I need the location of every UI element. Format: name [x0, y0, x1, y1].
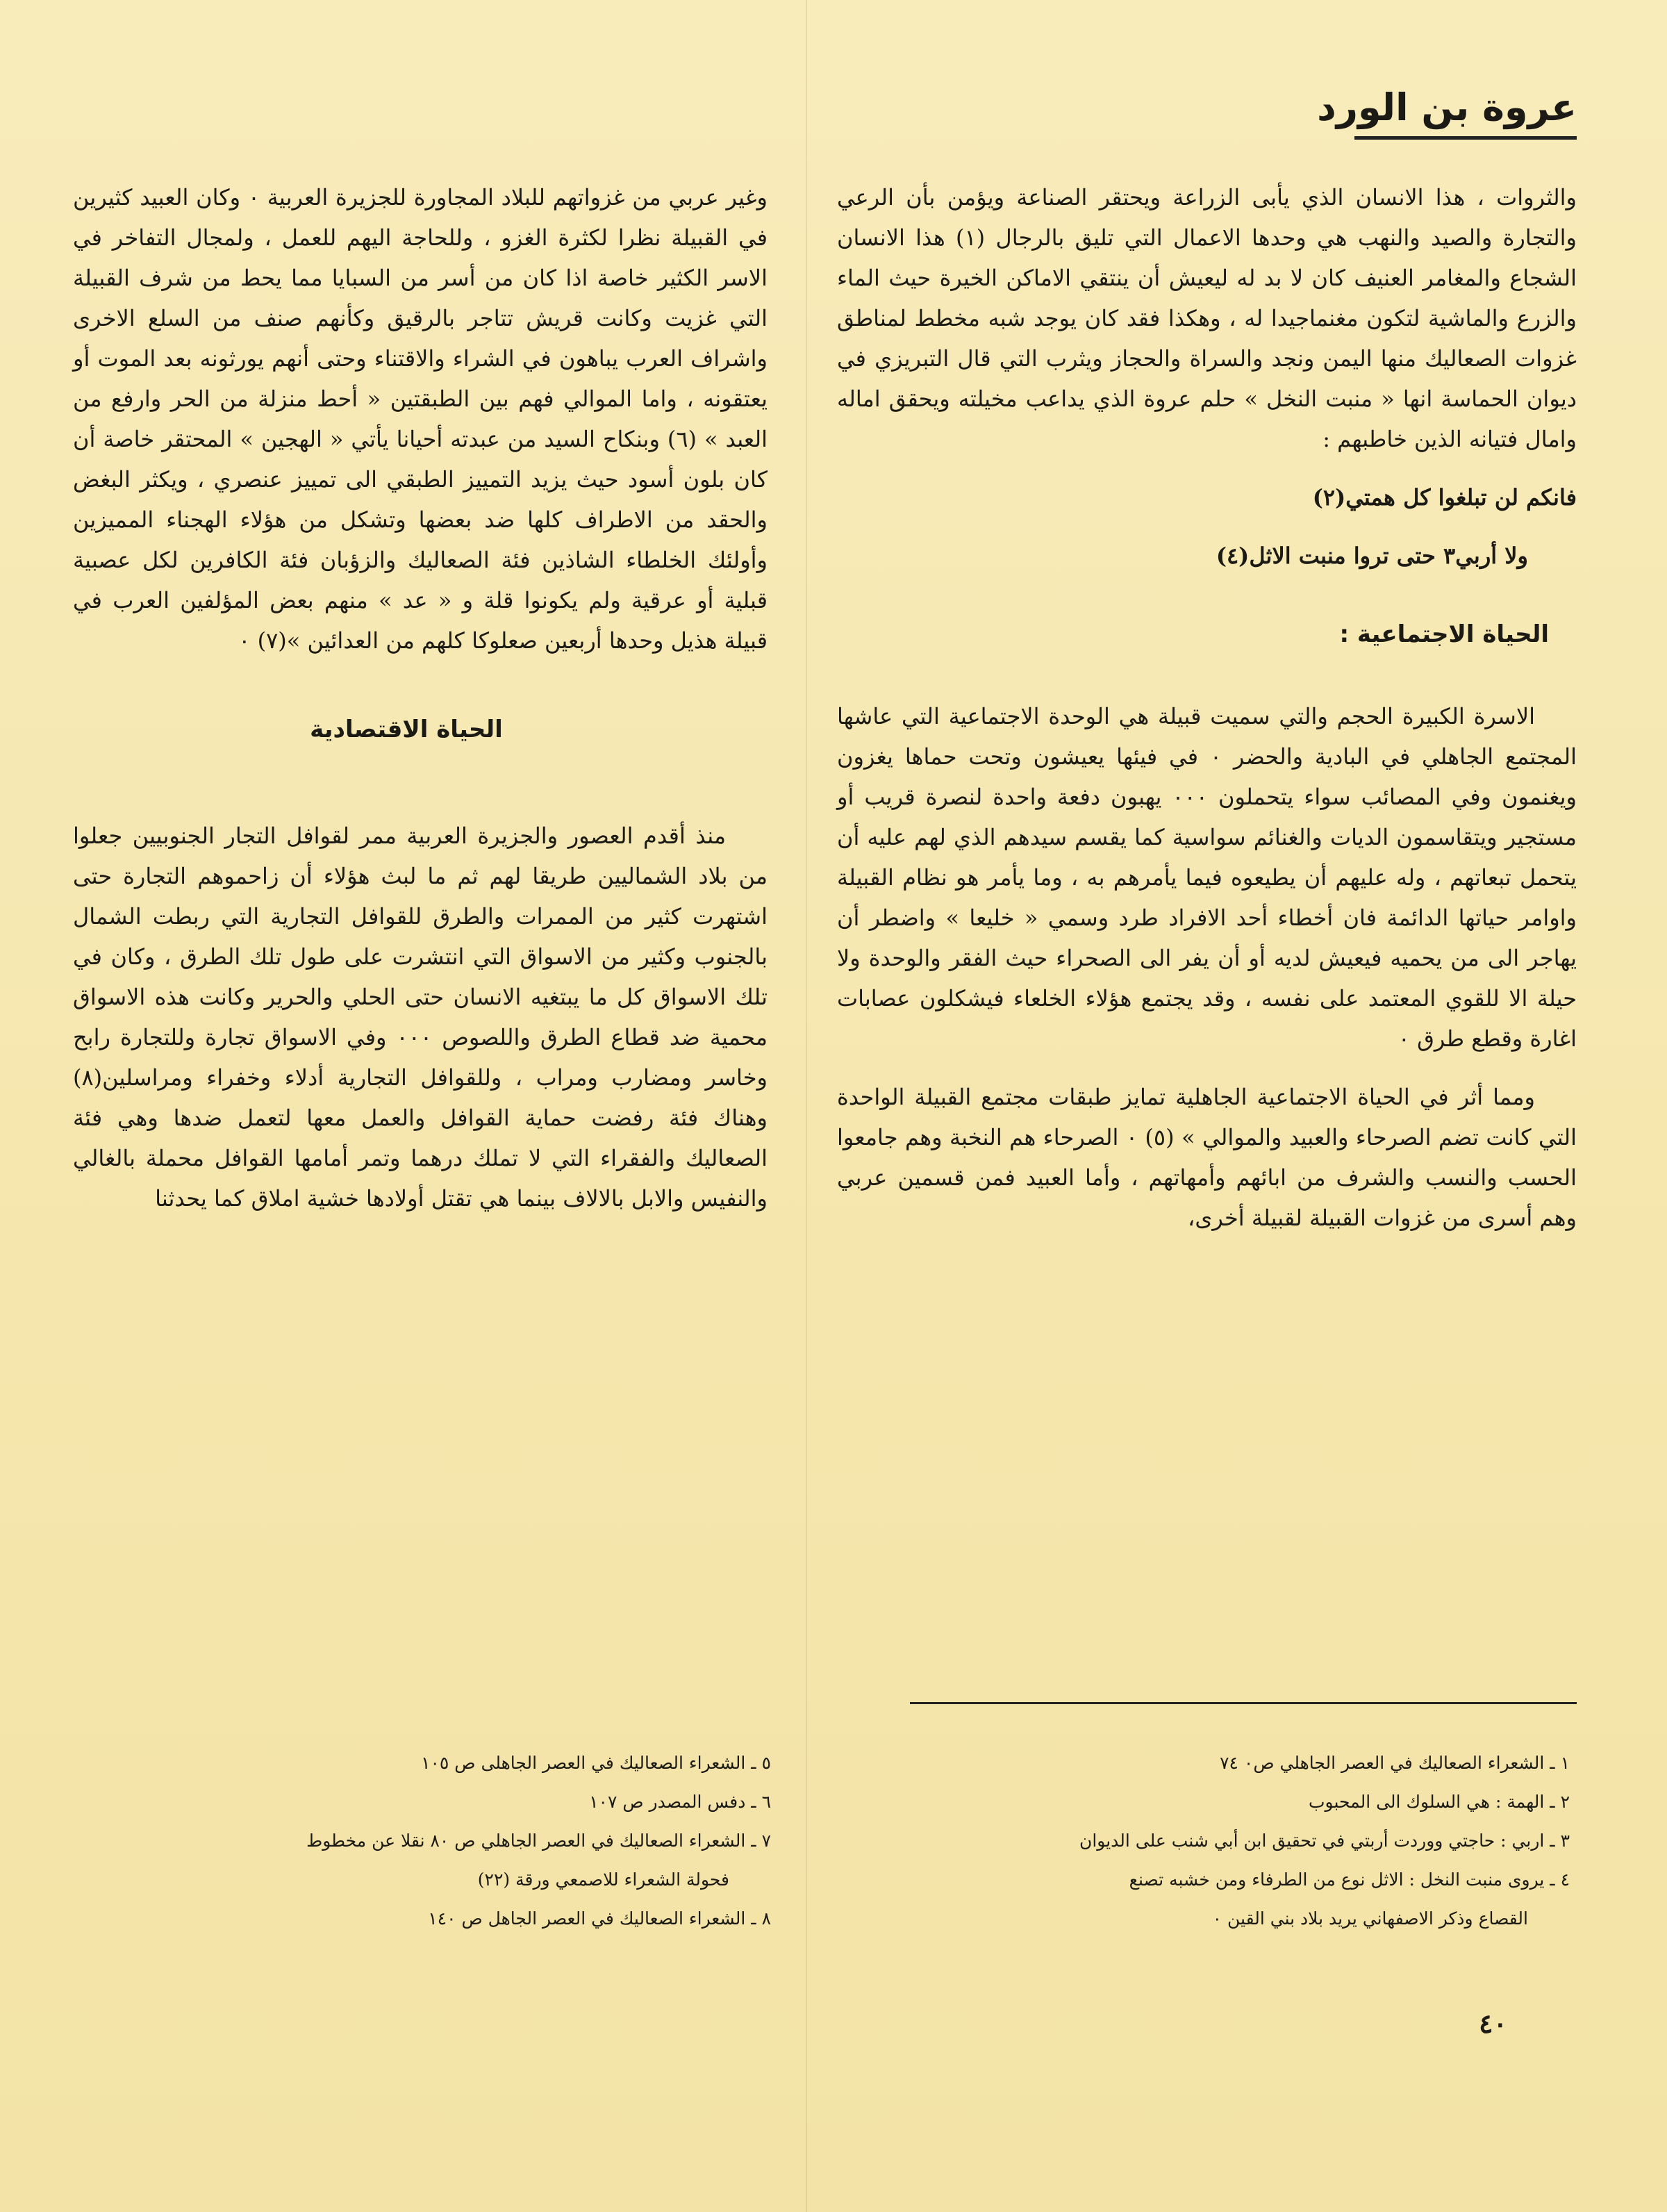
section-title-economic-life: الحياة الاقتصادية [310, 716, 503, 743]
header-underline [1354, 136, 1577, 140]
right-column [837, 177, 1577, 1256]
column-gutter [806, 0, 807, 2212]
footnotes-left [90, 1744, 771, 1938]
footnote: ٦ ـ دفس المصدر ص ١٠٧ [589, 1792, 771, 1812]
header-title: عروة بن الورد [1317, 85, 1577, 129]
footnote: ٧ ـ الشعراء الصعاليك في العصر الجاهلي ص ٨٠ نقلا عن مخطوط [306, 1831, 771, 1851]
paragraph: منذ أقدم العصور والجزيرة العربية ممر لقوافل التجار الجنوبيين جعلوا من بلاد الشماليين طريقا لهم ثم ما لبث هؤلاء أن زاحموهم التجارة حتى اشتهرت كثير من الممرات والطرق للقوافل التجارية التي ربطت الشمال بالجنوب وكثير من الاسواق التي انتشرت على طول تلك الطرق ، وكان في تلك الاسواق كل ما يبتغيه الانسان حتى الحلي والحرير وكانت هذه الاسواق محمية ضد قطاع الطرق واللصوص ٠٠٠ وفي الاسواق تجارة وللتجارة رابح وخاسر ومضارب ومراب ، وللقوافل التجارية أدلاء وخفراء ومراسلين(٨) وهناك فئة رفضت حماية القوافل والعمل معها لتعمل ضدها وهي فئة الصعاليك والفقراء التي لا تملك درهما وتمر أمامها القوافل محملة بالغالي والنفيس والابل بالالاف بينما هي تقتل أولادها خشية املاق كما يحدثنا [73, 823, 768, 1212]
running-header [1049, 83, 1577, 140]
footnote: ٤ ـ يروى منبت النخل : الاثل نوع من الطرفاء ومن خشبه تصنع [1129, 1870, 1570, 1890]
paragraph: ومما أثر في الحياة الاجتماعية الجاهلية تمايز طبقات مجتمع القبيلة الواحدة التي كانت تضم الصرحاء والعبيد والموالي » (٥) ٠ الصرحاء هم النخبة وهم جامعوا الحسب والنسب والشرف من ابائهم وأمهاتهم ، وأما العبيد فمن قسمين عربي وهم أسرى من غزوات القبيلة لقبيلة أخرى، [837, 1084, 1577, 1231]
verse-line: فانكم لن تبلغوا كل همتي(٢) [1312, 484, 1577, 511]
footnote: ٣ ـ اربي : حاجتي ووردت أربتي في تحقيق ابن أبي شنب على الديوان [1079, 1831, 1570, 1851]
footnote-continuation: القصاع وذكر الاصفهاني يريد بلاد بني القين ٠ [1212, 1908, 1528, 1929]
footnote: ١ ـ الشعراء الصعاليك في العصر الجاهلي ص٠ ٧٤ [1220, 1753, 1570, 1773]
footnote: ٨ ـ الشعراء الصعاليك في العصر الجاهل ص ١٤٠ [428, 1908, 771, 1929]
footnote-continuation: فحولة الشعراء للاصمعي ورقة (٢٢) [477, 1870, 729, 1890]
paragraph: وغير عربي من غزواتهم للبلاد المجاورة للجزيرة العربية ٠ وكان العبيد كثيرين في القبيلة نظرا لكثرة الغزو ، وللحاجة اليهم للعمل ، ولمجال التفاخر في الاسر الكثير خاصة اذا كان من أسر من السبايا مما يحط من شرف القبيلة التي غزيت وكانت قريش تتاجر بالرقيق وكأنهم صنف من السلع الاخرى واشراف العرب يباهون في الشراء والاقتناء وحتى أنهم يورثونه بعد الموت أو يعتقونه ، واما الموالي فهم بين الطبقتين « أحط منزلة من الحر وارفع من العبد » (٦) وبنكاح السيد من عبدته أحيانا يأتي « الهجين » المحتقر خاصة أن كان بلون أسود حيث يزيد التمييز الطبقي الى تمييز عنصري ، ويكثر البغض والحقد من الاطراف كلها ضد بعضها وتشكل من هؤلاء الهجناء المميزين وأولئك الخلطاء الشاذين فئة الصعاليك والزؤبان فئة الكافرين لكل عصبية قبلية أو عرقية ولم يكونوا قلة و « عد » منهم بعض المؤلفين العرب في قبيلة هذيل وحدها أربعين صعلوكا كلهم من العدائين »(٧) ٠ [73, 184, 768, 654]
footnotes-right [834, 1744, 1570, 1938]
footnote: ٥ ـ الشعراء الصعاليك في العصر الجاهلى ص ١٠٥ [421, 1753, 771, 1773]
footnote-separator [910, 1702, 1577, 1704]
section-title-social-life: الحياة الاجتماعية : [1339, 620, 1549, 648]
paragraph: والثروات ، هذا الانسان الذي يأبى الزراعة ويحتقر الصناعة ويؤمن بأن الرعي والتجارة والصيد والنهب هي وحدها الاعمال التي تليق بالرجال (١) هذا الانسان الشجاع والمغامر العنيف كان لا بد له ليعيش أن ينتقي الاماكن الخيرة حيث الماء والزرع والماشية لتكون مغنماجيدا له ، وهكذا فقد كان يوجد شبه مخطط لمناطق غزوات الصعاليك منها اليمن ونجد والسراة والحجاز ويثرب التي قال التبريزي في ديوان الحماسة انها « منبت النخل » حلم عروة الذي يداعب مخيلته ويحقق اماله وامال فتيانه الذين خاطبهم : [837, 184, 1577, 452]
page-number: ٤٠ [1479, 2008, 1507, 2039]
paragraph: الاسرة الكبيرة الحجم والتي سميت قبيلة هي الوحدة الاجتماعية التي عاشها المجتمع الجاهلي في البادية والحضر ٠ في فيئها يعيشون وتحت حماها يغزون ويغنمون وفي المصائب سواء يتحملون ٠٠٠ يهبون دفعة واحدة لنصرة قريب أو مستجير ويتقاسمون الديات والغنائم سواسية كما يقسم سيدهم الذي لهم عليه أن يتحمل تبعاتهم ، وله عليهم أن يطيعوه فيما يأمرهم به ، وما يأمر هو نظام القبيلة واوامر حياتها الدائمة فان أخطاء أحد الافراد طرد وسمي « خليعا » واضطر أن يهاجر الى من يحميه فيعيش لديه أو أن يفر الى الصحراء حيث الفقر والوحدة ولا حيلة الا للقوي المعتمد على نفسه ، وقد يجتمع هؤلاء الخلعاء فيشكلون عصابات اغارة وقطع طرق ٠ [837, 703, 1577, 1052]
left-column [73, 177, 768, 1237]
footnote: ٢ ـ الهمة : هي السلوك الى المحبوب [1309, 1792, 1570, 1812]
verse-line: ولا أربي٣ حتى تروا منبت الاثل(٤) [1216, 543, 1528, 569]
